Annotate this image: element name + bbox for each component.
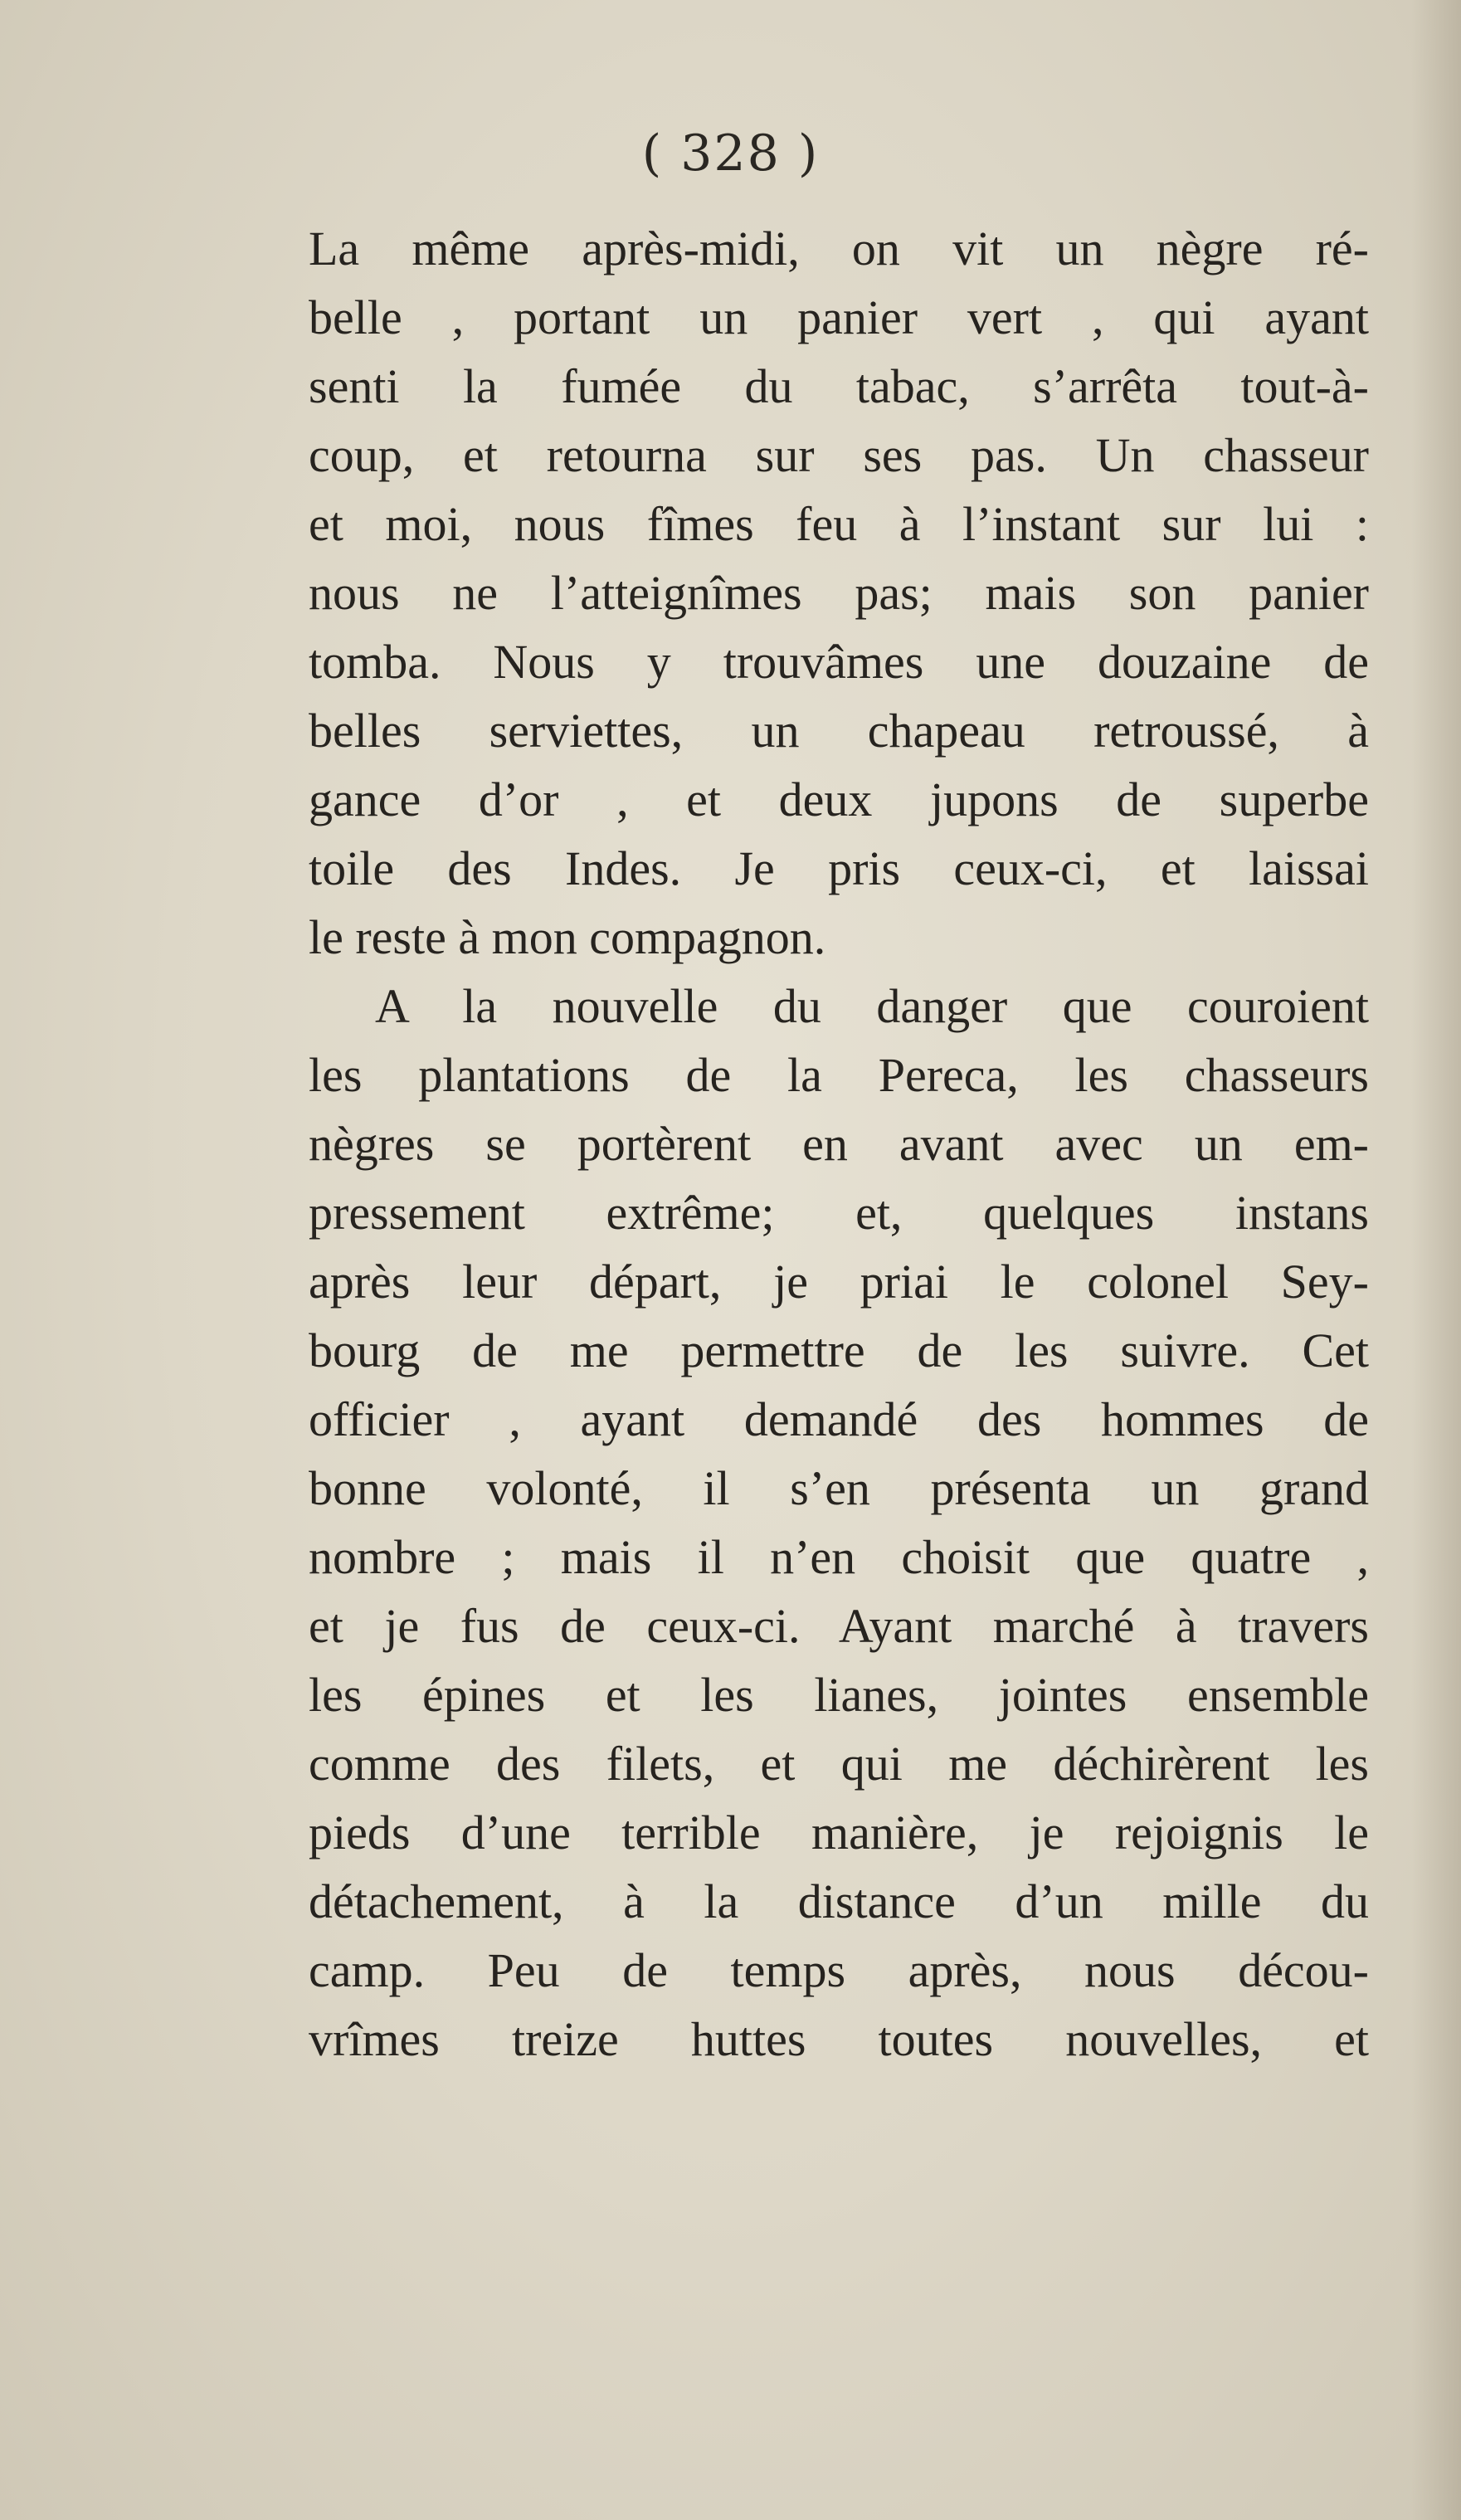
text-line: nombre ; mais il n’en choisit que quatre , (309, 1530, 1369, 1584)
text-line: A la nouvelle du danger que couroient (375, 979, 1369, 1033)
page-number: ( 328 ) (641, 124, 820, 183)
text-line: nègres se portèrent en avant avec un em- (309, 1117, 1369, 1171)
text-line: et moi, nous fîmes feu à l’instant sur lui : (309, 497, 1369, 551)
text-line: le reste à mon compagnon. (309, 910, 826, 964)
text-line: bonne volonté, il s’en présenta un grand (309, 1461, 1369, 1515)
text-line: vrîmes treize huttes toutes nouvelles, et (309, 2012, 1369, 2066)
page-edge-shadow (1411, 0, 1461, 2520)
text-line: senti la fumée du tabac, s’arrêta tout-à- (309, 359, 1369, 413)
text-line: toile des Indes. Je pris ceux-ci, et laissai (309, 841, 1369, 895)
text-line: gance d’or , et deux jupons de superbe (309, 773, 1369, 826)
text-line: comme des filets, et qui me déchirèrent les (309, 1737, 1369, 1791)
text-line: bourg de me permettre de les suivre. Cet (309, 1323, 1369, 1377)
text-line: et je fus de ceux-ci. Ayant marché à travers (309, 1599, 1369, 1653)
text-line: après leur départ, je priai le colonel Sey- (309, 1255, 1369, 1309)
text-line: nous ne l’atteignîmes pas; mais son panier (309, 566, 1369, 620)
text-line: officier , ayant demandé des hommes de (309, 1392, 1369, 1446)
text-line: belles serviettes, un chapeau retroussé, à (309, 704, 1369, 758)
text-line: pressement extrême; et, quelques instans (309, 1186, 1369, 1240)
text-line: pieds d’une terrible manière, je rejoignis le (309, 1806, 1369, 1860)
body-text (309, 214, 1369, 2074)
text-line: les épines et les lianes, jointes ensemble (309, 1668, 1369, 1722)
text-line: tomba. Nous y trouvâmes une douzaine de (309, 635, 1369, 689)
text-line: camp. Peu de temps après, nous décou- (309, 1943, 1369, 1997)
text-line: belle , portant un panier vert , qui ayant (309, 290, 1369, 344)
text-line: détachement, à la distance d’un mille du (309, 1874, 1369, 1928)
text-line: coup, et retourna sur ses pas. Un chasseur (309, 428, 1369, 482)
text-line: les plantations de la Pereca, les chasseurs (309, 1048, 1369, 1102)
text-line: La même après-midi, on vit un nègre ré- (309, 222, 1369, 275)
